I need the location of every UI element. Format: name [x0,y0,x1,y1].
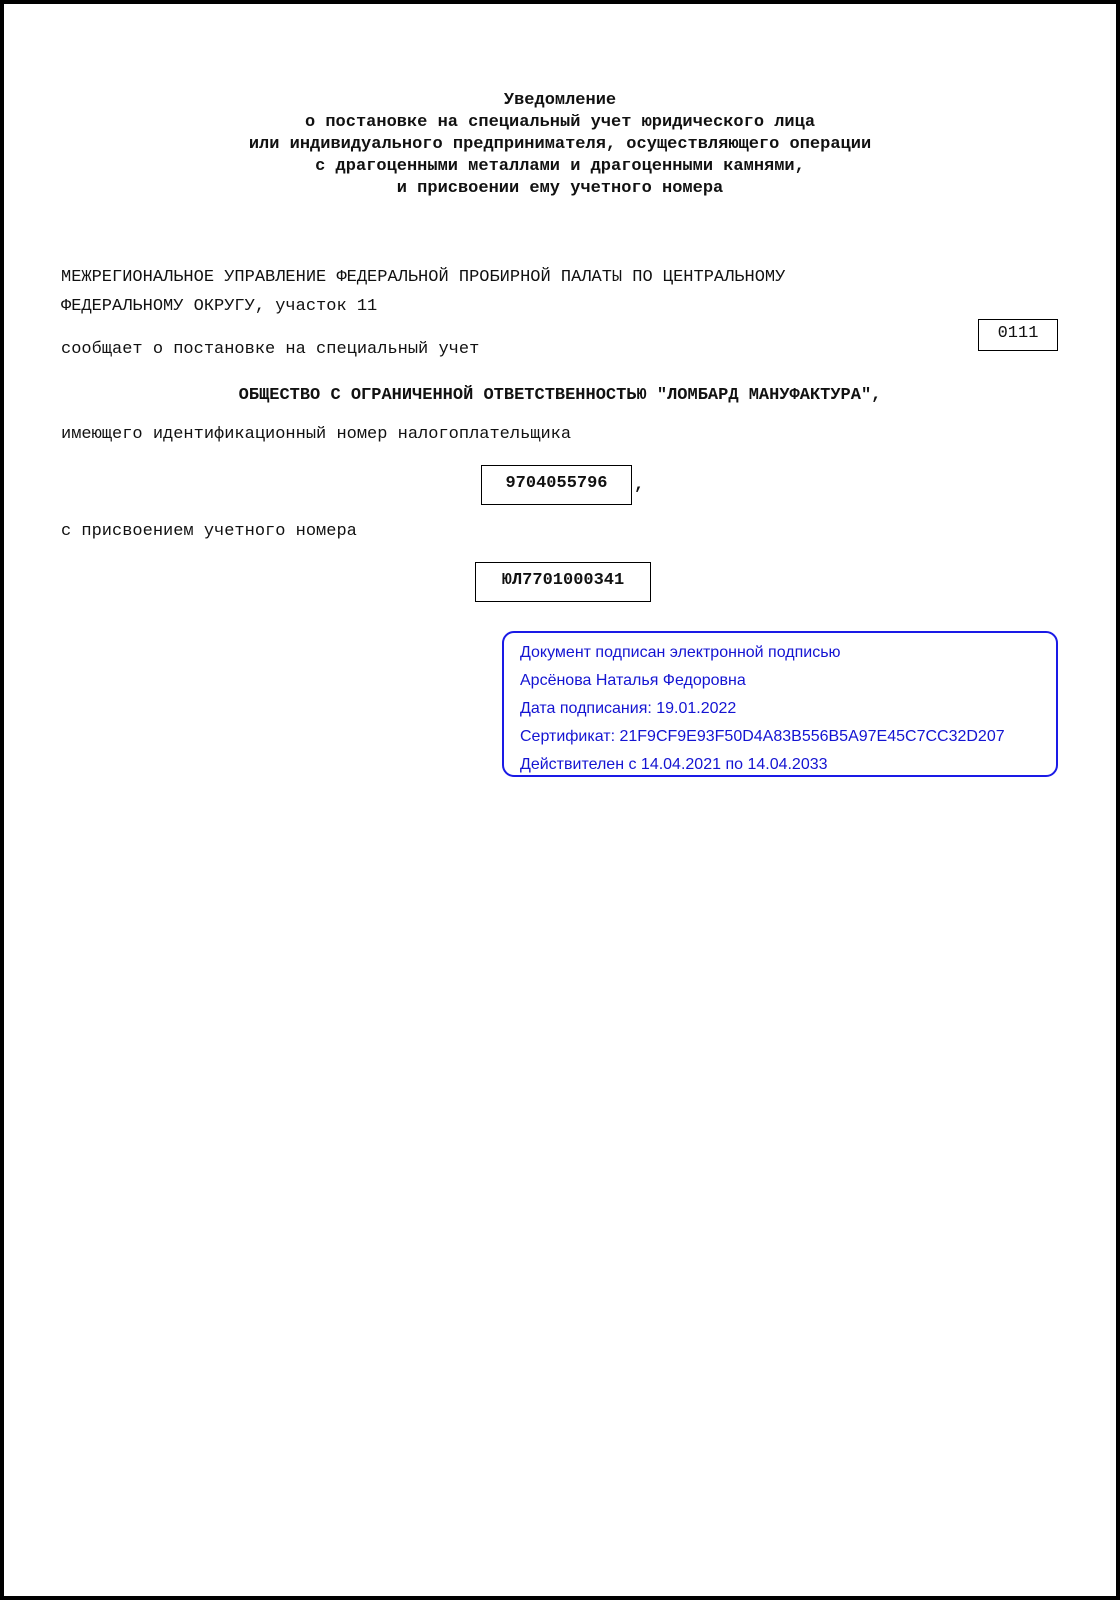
heading-line-1: Уведомление [503,91,617,110]
reports-text: сообщает о постановке на специальный учет [61,340,480,359]
signature-certificate: Сертификат: 21F9CF9E93F50D4A83B556B5A97E45C7CC32D207 [520,728,1005,745]
reg-text: с присвоением учетного номера [61,522,357,541]
signature-validity: Действителен с 14.04.2021 по 14.04.2033 [520,756,828,773]
registration-number-box: ЮЛ7701000341 [475,562,651,602]
inn-text: имеющего идентификационный номер налогоплательщика [61,425,572,444]
heading-line-4: с драгоценными металлами и драгоценными камнями, [315,157,805,176]
organization-name: ОБЩЕСТВО С ОГРАНИЧЕННОЙ ОТВЕТСТВЕННОСТЬЮ "ЛОМБАРД МАНУФАКТУРА", [238,386,882,405]
signature-date: Дата подписания: 19.01.2022 [520,700,737,717]
heading-line-5: и присвоении ему учетного номера [396,179,724,198]
inn-box: 9704055796 [481,465,632,505]
electronic-signature-stamp [502,631,1058,777]
signature-title: Документ подписан электронной подписью [520,644,841,661]
heading-line-2: о постановке на специальный учет юридического лица [304,113,816,132]
authority-line-2: ФЕДЕРАЛЬНОМУ ОКРУГУ, участок 11 [61,297,378,316]
document-heading [4,90,1116,200]
signature-signer: Арсёнова Наталья Федоровна [520,672,746,689]
authority-code-box: 0111 [978,319,1058,351]
inn-comma: , [634,476,645,495]
authority-line-1: МЕЖРЕГИОНАЛЬНОЕ УПРАВЛЕНИЕ ФЕДЕРАЛЬНОЙ ПРОБИРНОЙ ПАЛАТЫ ПО ЦЕНТРАЛЬНОМУ [61,268,786,287]
heading-line-3: или индивидуального предпринимателя, осуществляющего операции [248,135,872,154]
